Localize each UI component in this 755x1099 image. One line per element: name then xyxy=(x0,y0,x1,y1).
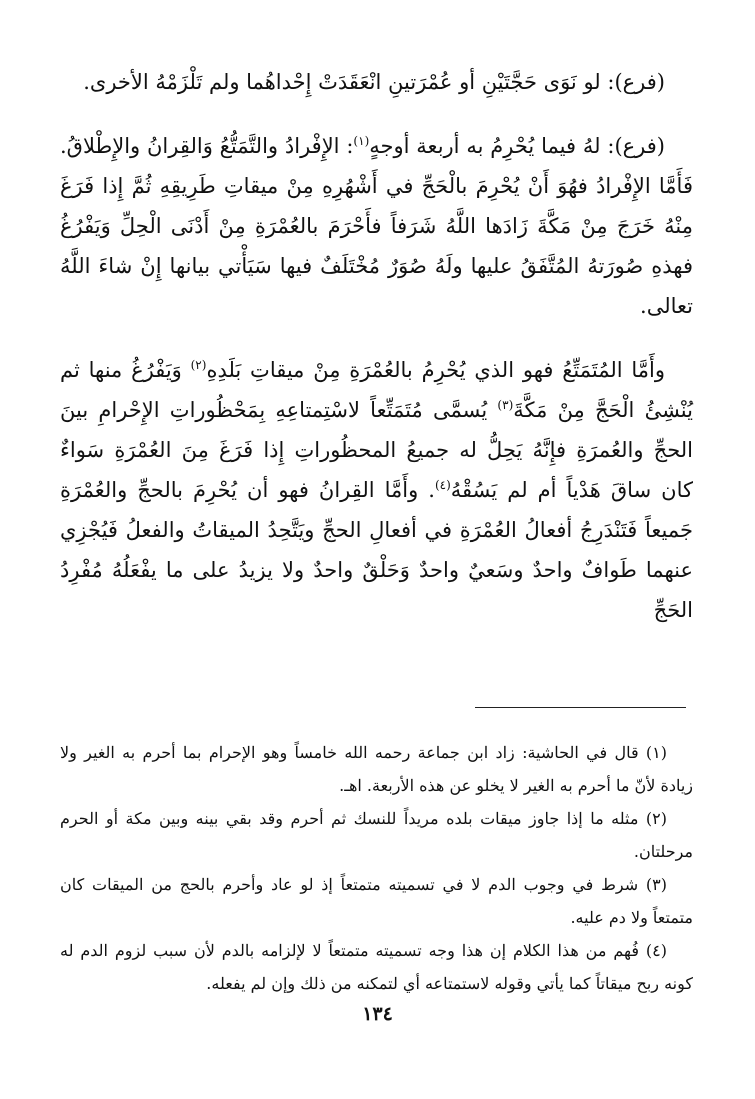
footnotes xyxy=(60,736,693,1000)
footnote-separator xyxy=(475,707,686,708)
footnote-ref-1[interactable]: (١) xyxy=(353,134,370,148)
main-text xyxy=(60,62,693,630)
footnote-4: (٤) فُهم من هذا الكلام إن هذا وجه تسميته متمتعاً لا لإلزامه بالدم لأن سبب لزوم الدم له كونه ربح ميقاتاً كما يأتي وقوله لاستمتاعه أي لتمكنه من ذلك وإن لم يفعله. xyxy=(60,941,693,993)
paragraph-branch-two-hajj: (فرع): لو نَوَى حَجَّتَيْنِ أو عُمْرَتينِ انْعَقَدَتْ إِحْداهُما ولم تَلْزَمْهُ الأخرى. xyxy=(83,70,665,94)
paragraph-tamattu-part3: يُسمَّى مُتَمَتِّعاً لاسْتِمتاعِهِ بِمَحْظُوراتِ الإِحْرامِ بينَ الحجِّ والعُمرَةِ فإِنَّهُ يَحِلُّ له جميعُ المحظُوراتِ إِذا فَرَغَ مِنَ العُمْرَةِ سَواءٌ كان ساقَ هَدْياً أم لم يَسُقْهُ xyxy=(60,398,694,502)
paragraph-tamattu-part4: . وأَمَّا القِرانُ فهو أن يُحْرِمَ بالحجِّ والعُمْرَةِ جَميعاً فَتَنْدَرِجُ أفعالُ العُمْرَةِ في أفعالِ الحجِّ ويَتَّحِدُ الميقاتُ والفعلُ فَيُجْزِي عنهما طَوافٌ واحدٌ وسَعيٌ واحدٌ وَحَلْقٌ واحدٌ ولا يزيدُ على ما يفْعَلُهُ مُفْرِدُ الحَجِّ xyxy=(60,478,693,622)
paragraph-ihram-types xyxy=(60,126,693,326)
footnote-3: (٣) شرط في وجوب الدم لا في تسميته متمتعاً إذ لو عاد وأحرم بالحج من الميقات كان متمتعاً ولا دم عليه. xyxy=(60,875,693,927)
paragraph-tamattu-qiran xyxy=(60,350,693,630)
paragraph-tamattu-part1: وأَمَّا المُتَمَتِّعُ فهو الذي يُحْرِمُ بالعُمْرَةِ مِنْ ميقاتِ بَلَدِهِ xyxy=(206,358,665,382)
footnote-2: (٢) مثله ما إذا جاوز ميقات بلده مريداً للنسك ثم أحرم وقد بقي بينه وبين مكة أو الحرم مرحلتان. xyxy=(60,809,693,861)
footnote-ref-2[interactable]: (٢) xyxy=(190,358,207,372)
paragraph-ihram-types-part2: : الإِفْرادُ والتَّمَتُّعُ وَالقِرانُ والإِطْلاقُ. فَأَمَّا الإِفْرادُ فهُوَ أَنْ يُحْرِمَ بالْحَجِّ في أَشْهُرِهِ مِنْ ميقاتِ طَرِيقِهِ ثُمَّ إِذا فَرَغَ مِنْهُ خَرَجَ مِنْ مَكَّةَ زَادَها اللَّهُ شَرَفاً فأَحْرَمَ بالعُمْرَةِ مِنْ أَدْنَى الْحِلِّ وَيَفْرُغُ فهذهِ صُورَتهُ المُتَّفَقُ عليها ولَهُ صُوَرٌ مُخْتَلَفٌ فيها سَيَأْتي بيانها إِنْ شاءَ اللَّهُ تعالى. xyxy=(60,134,693,318)
page-number: ١٣٤ xyxy=(362,1003,393,1025)
paragraph-tamattu-part2: وَيَفْرُغُ منها ثم يُنْشِئُ الْحَجَّ مِنْ مَكَّةَ xyxy=(60,358,693,422)
footnote-ref-3[interactable]: (٣) xyxy=(497,398,514,412)
footnote-ref-4[interactable]: (٤) xyxy=(434,478,451,492)
paragraph-ihram-types-part1: (فرع): لهُ فيما يُحْرِمُ به أربعة أوجهٍ xyxy=(369,134,665,158)
footnote-1: (١) قال في الحاشية: زاد ابن جماعة رحمه الله خامساً وهو الإحرام بما أحرم به الغير ولا زيادة لأنّ ما أحرم به الغير لا يخلو عن هذه الأربعة. اهـ. xyxy=(60,743,693,795)
